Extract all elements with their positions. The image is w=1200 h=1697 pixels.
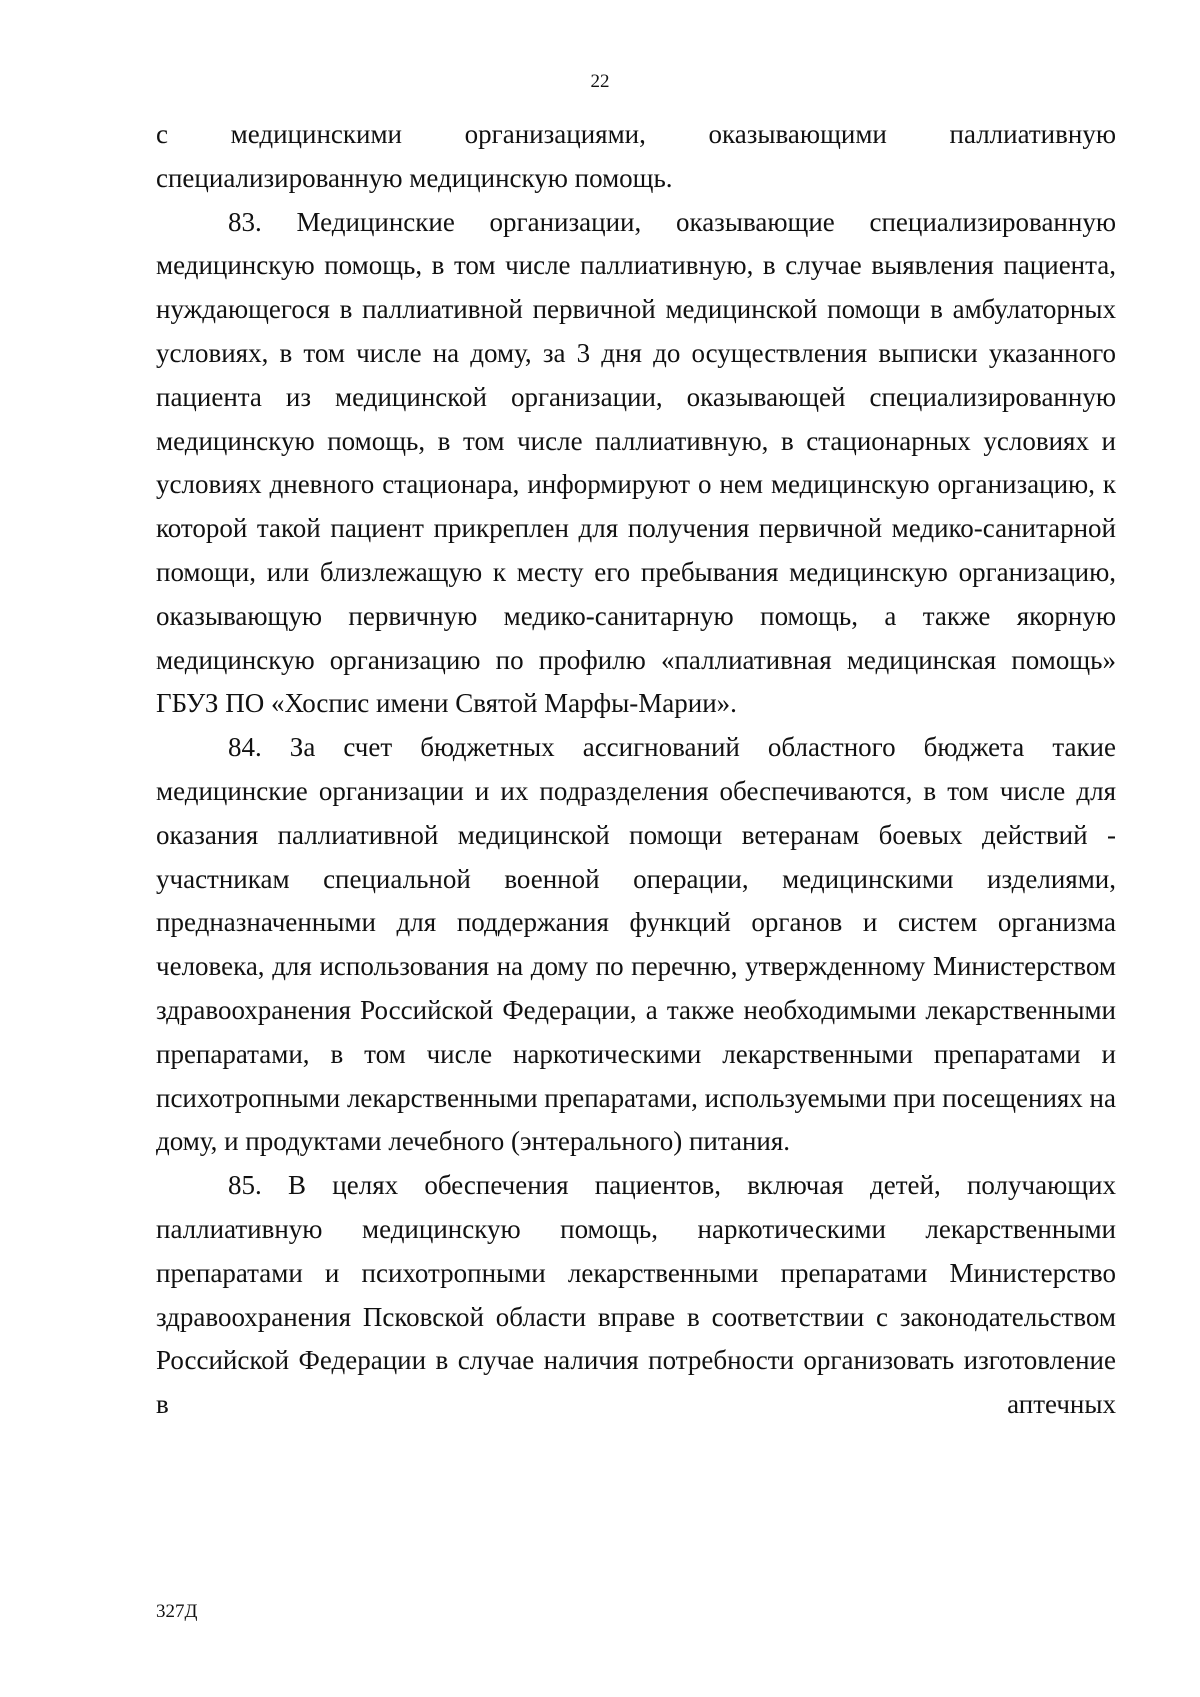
page-number: 22	[590, 71, 610, 92]
document-body	[156, 113, 1116, 1427]
paragraph-85: 85. В целях обеспечения пациентов, включая детей, получающих паллиативную медицинскую помощь, наркотическими лекарственными препаратами и психотропными лекарственными препаратами Министерство здравоохранения Псковской области вправе в соответствии с законодательством Российской Федерации в случае наличия потребности организовать изготовление в аптечных	[156, 1170, 1116, 1420]
document-code: 327Д	[156, 1601, 198, 1622]
paragraph-83: 83. Медицинские организации, оказывающие специализированную медицинскую помощь, в том числе паллиативную, в случае выявления пациента, нуждающегося в паллиативной первичной медицинской помощи в амбулаторных условиях, в том числе на дому, за 3 дня до осуществления выписки указанного пациента из медицинской организации, оказывающей специализированную медицинскую помощь, в том числе паллиативную, в стационарных условиях и условиях дневного стационара, информируют о нем медицинскую организацию, к которой такой пациент прикреплен для получения первичной медико-санитарной помощи, или близлежащую к месту его пребывания медицинскую организацию, оказывающую первичную медико-санитарную помощь, а также якорную медицинскую организацию по профилю «паллиативная медицинская помощь» ГБУЗ ПО «Хоспис имени Святой Марфы-Марии».	[156, 206, 1116, 719]
paragraph-continuation: с медицинскими организациями, оказывающими паллиативную специализированную медицинскую помощь.	[156, 119, 1116, 193]
paragraph-84: 84. За счет бюджетных ассигнований областного бюджета такие медицинские организации и их подразделения обеспечиваются, в том числе для оказания паллиативной медицинской помощи ветеранам боевых действий - участникам специальной военной операции, медицинскими изделиями, предназначенными для поддержания функций органов и систем организма человека, для использования на дому по перечню, утвержденному Министерством здравоохранения Российской Федерации, а также необходимыми лекарственными препаратами, в том числе наркотическими лекарственными препаратами и психотропными лекарственными препаратами, используемыми при посещениях на дому, и продуктами лечебного (энтерального) питания.	[156, 732, 1116, 1157]
